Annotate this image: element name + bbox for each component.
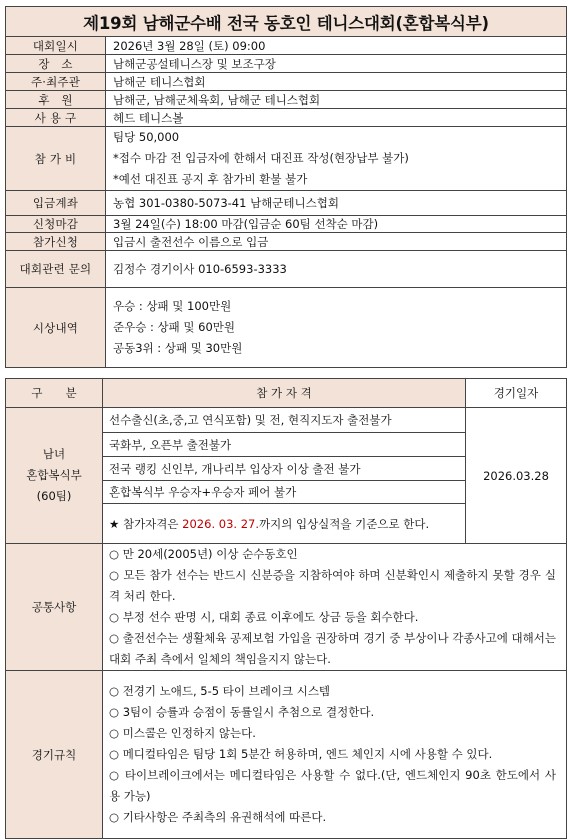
rule-item: ○ 메디컬타임은 팀당 1회 5분간 허용하며, 엔드 체인지 시에 사용할 수 있다. [109,747,493,761]
ball-value: 헤드 테니스볼 [106,109,567,127]
rules-label: 경기규칙 [6,671,103,839]
rule-item: ○ 미스콜은 인정하지 않는다. [109,726,256,740]
rules-items [103,671,567,839]
prize-line: 우승 : 상패 및 100만원 [113,299,232,313]
common-item: ○ 출전선수는 생활체육 공제보험 가입을 권장하며 경기 중 부상이나 각종사고에 대해서는 대회 주최 측에서 일체의 책임을지지 않는다. [109,631,556,666]
note-suffix: 까지의 입상실적을 기준으로 한다. [258,516,430,531]
contact-value: 김정수 경기이사 010-6593-3333 [106,251,567,288]
competition-table [5,378,567,839]
qualification-note [103,504,466,544]
host-value: 남해군 테니스협회 [106,73,567,91]
common-items [103,544,567,671]
sponsor-value: 남해군, 남해군체육회, 남해군 테니스협회 [106,91,567,109]
rule-item: ○ 타이브레이크에서는 메디컬타임은 사용할 수 없다.(단, 엔드체인지 90초 한도에서 사용 가능) [109,768,556,803]
division-line: 남녀 [42,447,66,461]
fee-line: *예선 대진표 공지 후 참가비 환불 불가 [113,172,308,186]
rule-item: ○ 기타사항은 주최측의 유권해석에 따른다. [109,810,327,824]
event-title: 제19회 남해군수배 전국 동호인 테니스대회(혼합복식부) [6,7,567,37]
fee-line: *접수 마감 전 입금자에 한해서 대진표 작성(현장납부 불가) [113,151,409,165]
qualification-row: 선수출신(초,중,고 연식포함) 및 전, 현직지도자 출전불가 [103,408,466,433]
qualification-header: 참 가 자 격 [103,379,466,408]
venue-value: 남해군공설테니스장 및 보조구장 [106,55,567,73]
common-item: ○ 만 20세(2005년) 이상 순수동호인 [109,547,298,561]
division-header: 구 분 [6,379,103,408]
account-value: 농협 301-0380-5073-41 남해군테니스협회 [106,191,567,216]
prize-label: 시상내역 [6,288,106,368]
match-date: 2026.03.28 [466,408,567,544]
date-label: 대회일시 [6,37,106,55]
qualification-row: 혼합복식부 우승자+우승자 페어 불가 [103,481,466,504]
host-label: 주·최주관 [6,73,106,91]
prize-value [106,288,567,368]
division-line: (60팀) [36,489,72,503]
prize-line: 준우승 : 상패 및 60만원 [113,320,236,334]
common-item: ○ 모든 참가 선수는 반드시 신분증을 지참하여야 하며 신분확인시 제출하지 못할 경우 실격 처리 한다. [109,568,556,603]
division-cell [6,408,103,544]
apply-value: 입금시 출전선수 이름으로 입금 [106,233,567,251]
common-item: ○ 부정 선수 판명 시, 대회 종료 이후에도 상금 등을 회수한다. [109,610,419,624]
common-label: 공통사항 [6,544,103,671]
deadline-label: 신청마감 [6,216,106,233]
ball-label: 사 용 구 [6,109,106,127]
apply-label: 참가신청 [6,233,106,251]
match-date-header: 경기일자 [466,379,567,408]
qualification-row: 전국 랭킹 신인부, 개나리부 입상자 이상 출전 불가 [103,457,466,481]
note-prefix: ★ 참가자격은 [109,516,183,531]
rule-item: ○ 전경기 노애드, 5-5 타이 브레이크 시스템 [109,684,331,698]
division-line: 혼합복식부 [26,468,82,482]
date-value: 2026년 3월 28일 (토) 09:00 [106,37,567,55]
event-info-table [5,6,567,368]
contact-label: 대회관련 문의 [6,251,106,288]
prize-line: 공동3위 : 상패 및 30만원 [113,341,243,355]
qualification-row: 국화부, 오픈부 출전불가 [103,433,466,457]
deadline-value: 3월 24일(수) 18:00 마감(입금순 60팀 선착순 마감) [106,216,567,233]
fee-line: 팀당 50,000 [113,130,180,144]
rule-item: ○ 3팀이 승률과 승점이 동률일시 추첨으로 결정한다. [109,705,375,719]
fee-label: 참 가 비 [6,127,106,191]
fee-value [106,127,567,191]
note-date: 2026. 03. 27. [182,516,259,531]
account-label: 입금계좌 [6,191,106,216]
venue-label: 장 소 [6,55,106,73]
sponsor-label: 후 원 [6,91,106,109]
